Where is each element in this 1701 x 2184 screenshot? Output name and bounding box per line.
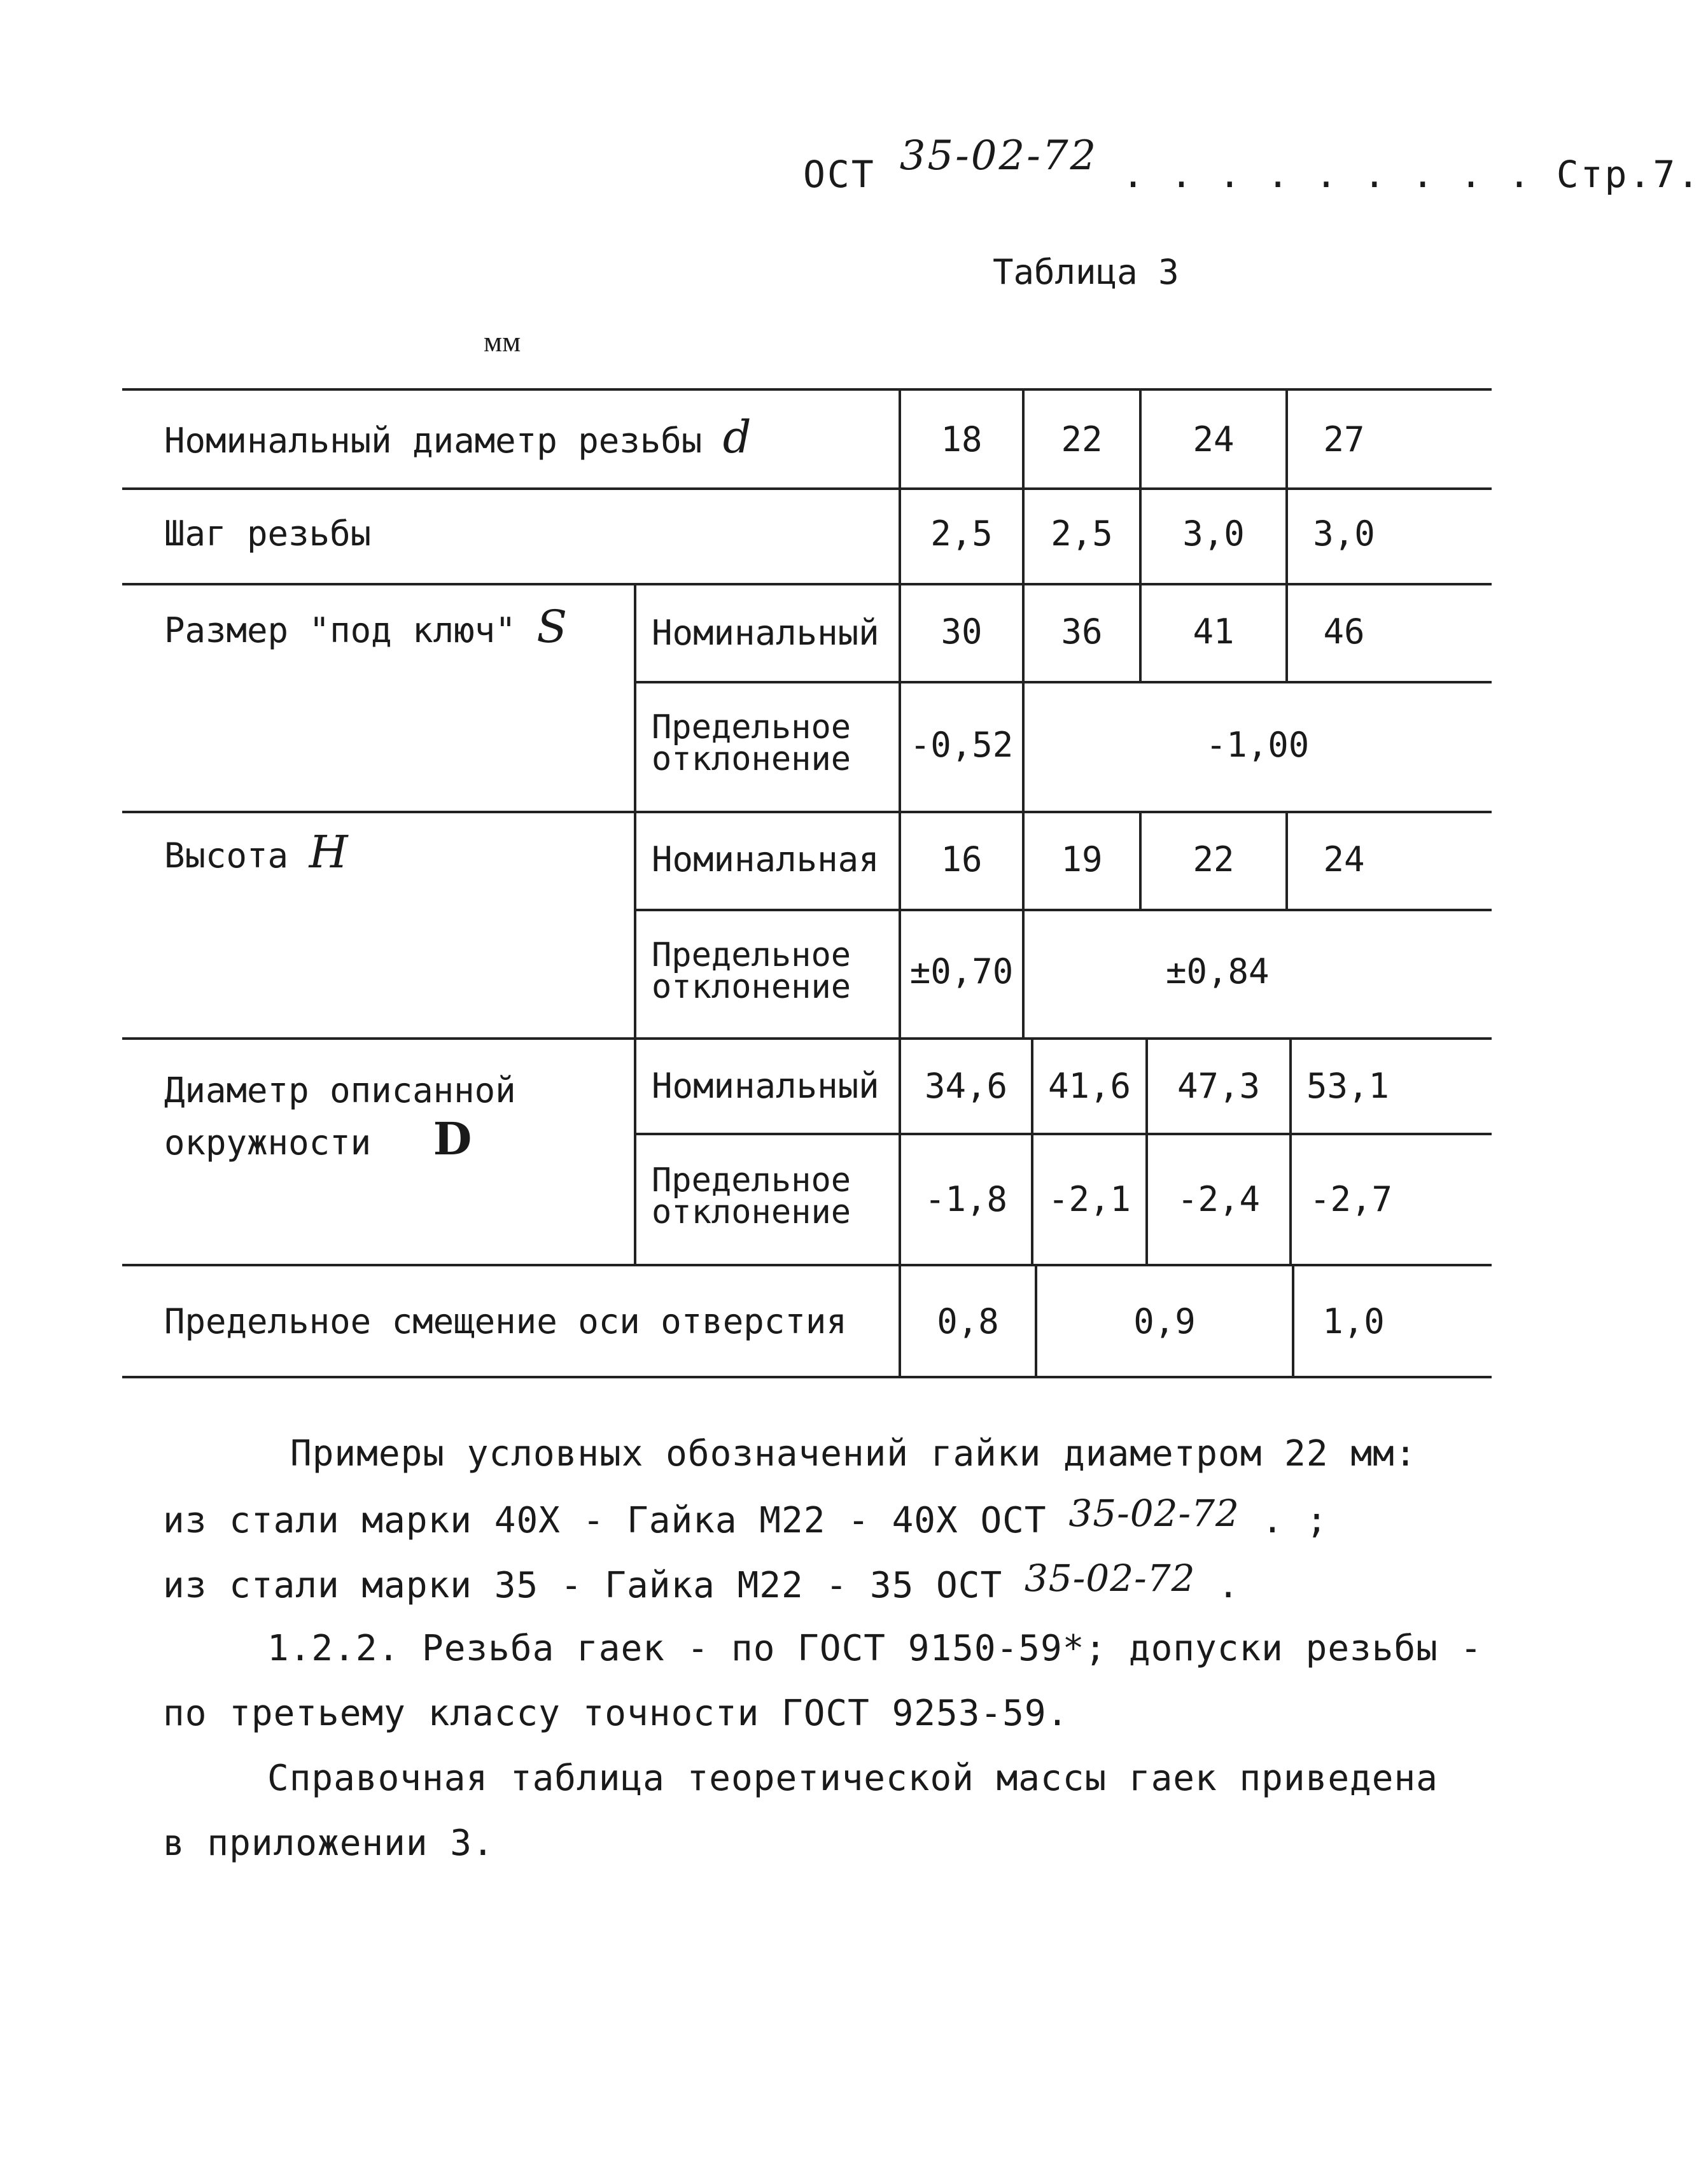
circumscribed-diameter-label: Диаметр описанной окружности D: [164, 1070, 516, 1165]
table-cell: 46: [1323, 612, 1365, 652]
wrench-size-label: Размер "под ключ" S: [164, 601, 568, 653]
table-cell: 34,6: [924, 1066, 1008, 1106]
nominal-label: Номинальный: [652, 613, 879, 653]
leader-dots: . . . . . . . . .: [1122, 153, 1532, 196]
dimensions-table: [122, 388, 1492, 1378]
table-cell: 3,0: [1182, 514, 1245, 554]
table-cell-merged: 0,9: [1133, 1301, 1196, 1341]
table-cell: -0,52: [909, 725, 1014, 765]
tolerance-label: Предельное отклонение: [652, 936, 851, 1006]
table-cell: 27: [1323, 419, 1365, 459]
standard-number-handwritten: 35-02-72: [899, 132, 1098, 179]
nominal-label: Номинальная: [652, 839, 879, 879]
table-cell: 53,1: [1306, 1066, 1390, 1106]
page-number: Стр.7.: [1556, 153, 1701, 196]
example-line-40x: из стали марки 40Х - Гайка М22 - 40Х ОСТ 35-02-72 . ;: [163, 1492, 1328, 1541]
nominal-label: Номинальный: [652, 1066, 879, 1106]
table-cell: 16: [941, 839, 983, 879]
table-cell: 18: [941, 419, 983, 459]
table-cell: 0,8: [937, 1301, 999, 1341]
height-symbol-h: H: [309, 826, 348, 878]
clause-thread-line2: по третьему классу точности ГОСТ 9253-59.: [163, 1693, 1069, 1734]
table-cell: 41: [1193, 612, 1235, 652]
wrench-symbol-s: S: [536, 601, 568, 653]
examples-intro: Примеры условных обозначений гайки диаметром 22 мм:: [290, 1433, 1417, 1474]
thread-pitch-label: Шаг резьбы: [164, 514, 372, 554]
table-cell-merged: -1,00: [1205, 725, 1310, 765]
standard-number-handwritten: 35-02-72: [1068, 1492, 1240, 1535]
table-cell: 24: [1323, 839, 1365, 879]
table-cell: 41,6: [1047, 1066, 1131, 1106]
table-cell: 36: [1061, 612, 1103, 652]
example-line-35: из стали марки 35 - Гайка М22 - 35 ОСТ 35-02-72 .: [163, 1557, 1240, 1606]
table-cell: -2,4: [1177, 1179, 1261, 1219]
standard-prefix: ОСТ: [803, 153, 876, 196]
tolerance-label: Предельное отклонение: [652, 1161, 851, 1231]
standard-number-handwritten: 35-02-72: [1024, 1557, 1196, 1600]
tolerance-label: Предельное отклонение: [652, 708, 851, 778]
clause-thread-line1: 1.2.2. Резьба гаек - по ГОСТ 9150-59*; допуски резьбы -: [267, 1628, 1483, 1669]
table-cell: 30: [941, 612, 983, 652]
reference-line1: Справочная таблица теоретической массы гаек приведена: [267, 1758, 1438, 1799]
table-cell: -2,7: [1309, 1179, 1393, 1219]
table-cell: 1,0: [1322, 1301, 1385, 1341]
table-cell: -2,1: [1047, 1179, 1131, 1219]
document-header: [803, 132, 1701, 197]
units-label: мм: [484, 325, 521, 358]
diameter-symbol-d: d: [722, 411, 752, 463]
table-title: Таблица 3: [993, 252, 1179, 292]
axis-offset-label: Предельное смещение оси отверстия: [164, 1301, 847, 1341]
table-cell-merged: ±0,84: [1166, 951, 1270, 991]
table-cell: 47,3: [1177, 1066, 1261, 1106]
diameter-symbol-capital-d: D: [433, 1112, 472, 1165]
table-cell: 22: [1193, 839, 1235, 879]
table-cell: 24: [1193, 419, 1235, 459]
table-cell: 19: [1061, 839, 1103, 879]
table-cell: ±0,70: [909, 951, 1014, 991]
height-label: Высота H: [164, 826, 348, 878]
table-cell: 3,0: [1313, 514, 1375, 554]
table-cell: 2,5: [1051, 514, 1113, 554]
table-cell: 22: [1061, 419, 1103, 459]
table-cell: -1,8: [924, 1179, 1008, 1219]
thread-diameter-label: Номинальный диаметр резьбы d: [164, 411, 752, 463]
table-cell: 2,5: [930, 514, 993, 554]
reference-line2: в приложении 3.: [163, 1823, 494, 1864]
